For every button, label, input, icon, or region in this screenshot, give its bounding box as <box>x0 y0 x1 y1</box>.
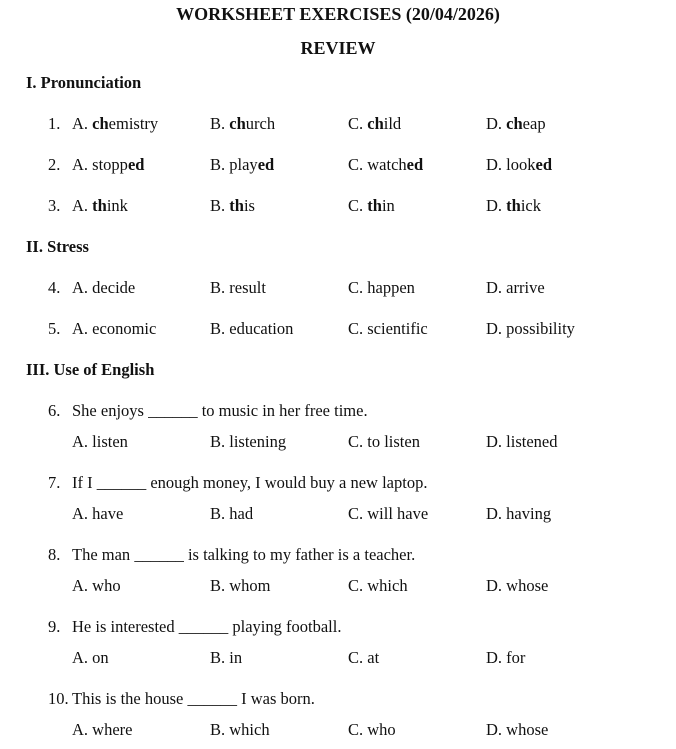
question-stem <box>48 473 427 493</box>
option-letter: B. <box>210 196 230 215</box>
question-number: 7. <box>48 473 61 492</box>
question-row <box>0 155 676 175</box>
option-a[interactable]: A. economic <box>72 319 157 338</box>
question-stem <box>48 617 341 637</box>
option-letter: A. <box>72 155 93 174</box>
option-word-part: is <box>243 196 255 215</box>
option-c[interactable] <box>348 196 395 216</box>
answer-blank[interactable]: ______ <box>134 545 184 564</box>
option-d[interactable]: D. whose <box>486 576 549 595</box>
option-d[interactable] <box>486 196 541 216</box>
stem-text: She enjoys <box>72 401 149 420</box>
option-b[interactable]: B. in <box>210 648 243 667</box>
section-heading-stress: II. Stress <box>26 237 89 256</box>
option-word-part: eap <box>522 114 546 133</box>
option-letter: D. <box>486 114 507 133</box>
option-b[interactable]: B. listening <box>210 432 287 451</box>
option-word-part: look <box>506 155 536 174</box>
question-stem <box>48 689 315 709</box>
option-c[interactable]: C. at <box>348 648 380 667</box>
option-word-part: in <box>381 196 395 215</box>
question-number: 4. <box>48 278 61 297</box>
answer-options <box>0 432 676 452</box>
option-d[interactable]: D. whose <box>486 720 549 739</box>
option-d[interactable]: D. arrive <box>486 278 545 297</box>
option-a[interactable] <box>72 155 144 175</box>
underlined-sound: th <box>506 196 521 215</box>
option-c[interactable]: C. to listen <box>348 432 420 451</box>
underlined-sound: ch <box>506 114 523 133</box>
option-b[interactable]: B. result <box>210 278 266 297</box>
option-letter: D. <box>486 155 507 174</box>
option-c[interactable]: C. which <box>348 576 408 595</box>
section-heading-pronunciation: I. Pronunciation <box>26 73 142 92</box>
worksheet-subtitle: REVIEW <box>300 38 376 58</box>
question-number: 6. <box>48 401 61 420</box>
option-c[interactable] <box>348 114 401 134</box>
question-number: 5. <box>48 319 61 338</box>
question-number: 8. <box>48 545 61 564</box>
underlined-sound: ed <box>257 155 275 174</box>
underlined-sound: ed <box>127 155 145 174</box>
stem-text: This is the house <box>72 689 188 708</box>
answer-options <box>0 720 676 740</box>
question-row <box>0 319 676 339</box>
underlined-sound: th <box>92 196 107 215</box>
answer-blank[interactable]: ______ <box>148 401 198 420</box>
question-number: 3. <box>48 196 61 215</box>
stem-text: is talking to my father is a teacher. <box>183 545 416 564</box>
option-word-part: urch <box>245 114 276 133</box>
stem-text: He is interested <box>72 617 179 636</box>
stem-text: If I <box>72 473 97 492</box>
option-b[interactable] <box>210 114 275 134</box>
underlined-sound: ch <box>92 114 109 133</box>
option-word-part: ink <box>106 196 128 215</box>
option-d[interactable]: D. for <box>486 648 526 667</box>
option-c[interactable]: C. scientific <box>348 319 428 338</box>
stem-text: The man <box>72 545 135 564</box>
option-c[interactable] <box>348 155 423 175</box>
option-a[interactable]: A. who <box>72 576 121 595</box>
underlined-sound: ed <box>406 155 424 174</box>
question-row <box>0 278 676 298</box>
question-row <box>0 196 676 216</box>
worksheet-title: WORKSHEET EXERCISES (20/04/2026) <box>176 4 500 24</box>
option-b[interactable]: B. had <box>210 504 254 523</box>
option-d[interactable]: D. listened <box>486 432 558 451</box>
answer-blank[interactable]: ______ <box>96 473 147 492</box>
option-letter: C. <box>348 155 368 174</box>
option-d[interactable] <box>486 114 546 134</box>
answer-blank[interactable]: ______ <box>187 689 237 708</box>
underlined-sound: th <box>229 196 244 215</box>
option-a[interactable] <box>72 196 128 216</box>
option-b[interactable] <box>210 155 274 175</box>
option-letter: C. <box>348 114 368 133</box>
option-d[interactable] <box>486 155 552 175</box>
option-a[interactable] <box>72 114 158 134</box>
question-stem <box>48 545 415 565</box>
option-word-part: emistry <box>108 114 159 133</box>
question-number: 10. <box>48 689 69 708</box>
option-a[interactable]: A. decide <box>72 278 136 297</box>
question-number: 9. <box>48 617 61 636</box>
option-word-part: watch <box>367 155 407 174</box>
option-b[interactable] <box>210 196 255 216</box>
option-word-part: play <box>229 155 258 174</box>
option-d[interactable]: D. having <box>486 504 552 523</box>
option-c[interactable]: C. who <box>348 720 396 739</box>
option-b[interactable]: B. education <box>210 319 294 338</box>
stem-text: to music in her free time. <box>197 401 368 420</box>
option-b[interactable]: B. which <box>210 720 270 739</box>
option-letter: A. <box>72 196 93 215</box>
underlined-sound: th <box>367 196 382 215</box>
answer-options <box>0 648 676 668</box>
question-row <box>0 114 676 134</box>
underlined-sound: ch <box>229 114 246 133</box>
option-b[interactable]: B. whom <box>210 576 271 595</box>
answer-options <box>0 504 676 524</box>
answer-options <box>0 576 676 596</box>
option-word-part: ild <box>383 114 402 133</box>
underlined-sound: ch <box>367 114 384 133</box>
stem-text: playing football. <box>228 617 342 636</box>
option-letter: C. <box>348 196 368 215</box>
option-a[interactable]: A. listen <box>72 432 128 451</box>
option-d[interactable]: D. possibility <box>486 319 575 338</box>
option-letter: B. <box>210 155 230 174</box>
stem-text: enough money, I would buy a new laptop. <box>146 473 428 492</box>
question-stem <box>48 401 368 421</box>
option-letter: D. <box>486 196 507 215</box>
answer-blank[interactable]: ______ <box>178 617 229 636</box>
stem-text: I was born. <box>237 689 315 708</box>
option-word-part: ick <box>520 196 542 215</box>
option-a[interactable]: A. have <box>72 504 124 523</box>
option-letter: B. <box>210 114 230 133</box>
question-number: 1. <box>48 114 61 133</box>
option-a[interactable]: A. where <box>72 720 133 739</box>
option-word-part: stopp <box>92 155 128 174</box>
section-heading-use-of-english: III. Use of English <box>26 360 155 379</box>
option-c[interactable]: C. will have <box>348 504 429 523</box>
underlined-sound: ed <box>535 155 553 174</box>
question-number: 2. <box>48 155 61 174</box>
option-c[interactable]: C. happen <box>348 278 415 297</box>
option-a[interactable]: A. on <box>72 648 109 667</box>
option-letter: A. <box>72 114 93 133</box>
